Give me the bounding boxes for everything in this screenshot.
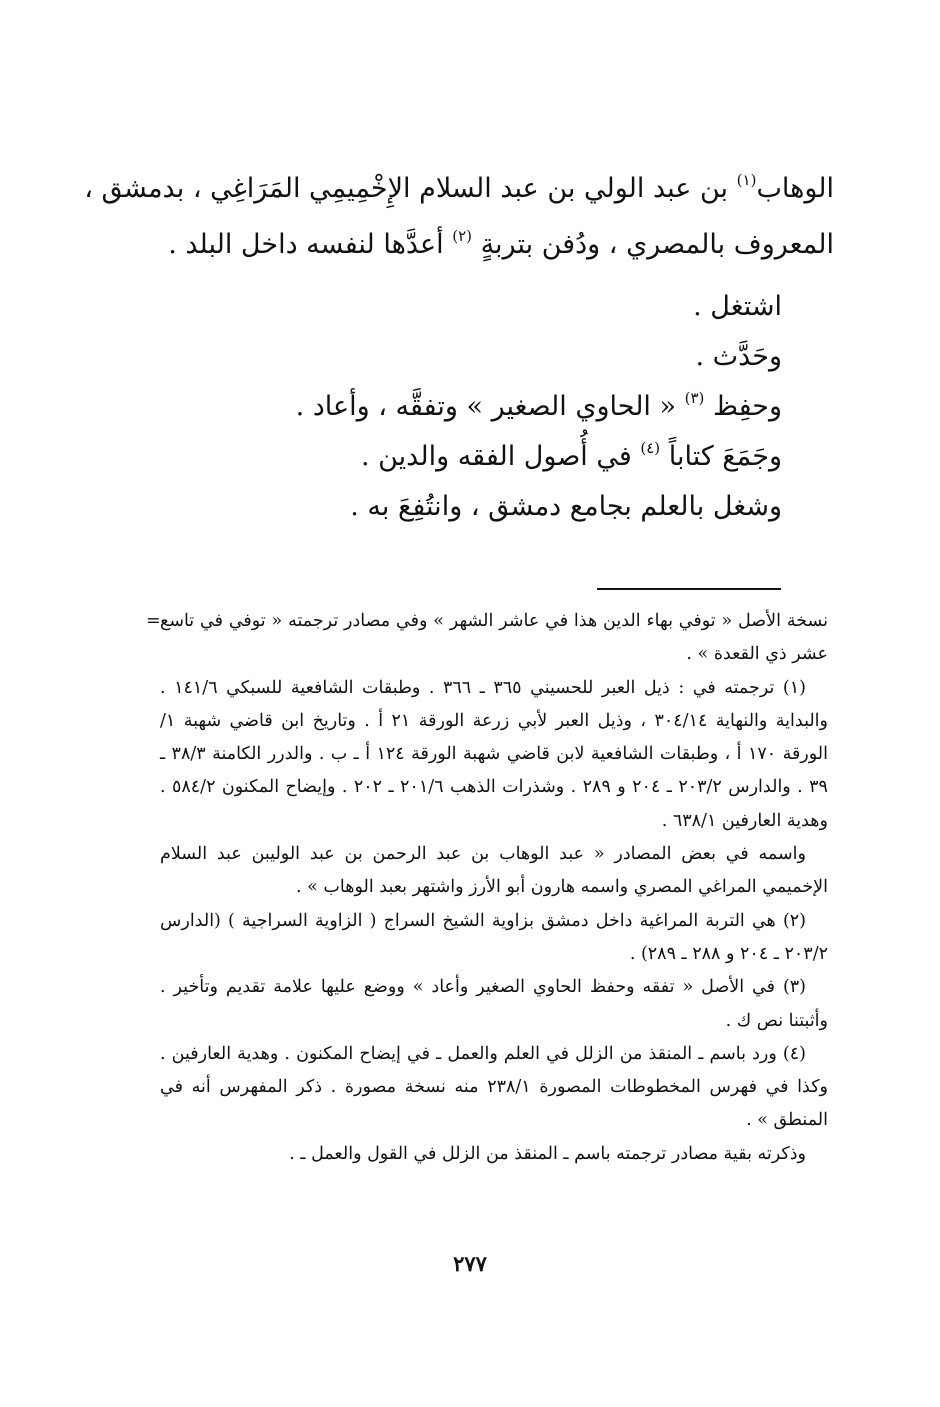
footnote-1-extra: واسمه في بعض المصادر « عبد الوهاب بن عبد الرحمن بن عبد الوليبن عبد السلام الإخميمي المراغي المصري واسمه هارون أبو الأرز واشتهر بعبد الوهاب » .	[160, 844, 828, 898]
footnote-3: (٣) في الأصل « تفقه وحفظ الحاوي الصغير وأعاد » ووضع عليها علامة تقديم وتأخير . وأثبتنا نص ك .	[160, 977, 828, 1031]
footnote-ref-3[interactable]: (٣)	[684, 389, 705, 407]
continuation-marker: =	[146, 611, 161, 631]
footnote-ref-2[interactable]: (٢)	[452, 227, 472, 245]
footnote-4-extra: وذكرته بقية مصادر ترجمته باسم ـ المنقذ من الزلل في القول والعمل ـ .	[289, 1143, 806, 1164]
footnote-ref-4[interactable]: (٤)	[640, 439, 661, 457]
main-text-segment: « الحاوي الصغير » وتفقَّه ، وأعاد .	[295, 391, 685, 422]
footnotes-section	[146, 605, 828, 1171]
main-text-line-2	[168, 228, 834, 262]
item-line-1: اشتغل .	[693, 291, 782, 322]
footnote-ref-1[interactable]: (١)	[736, 171, 757, 189]
footnote-separator	[597, 588, 781, 590]
item-line-4	[361, 440, 782, 474]
main-text-segment: المعروف بالمصري ، ودُفن بتربةٍ	[471, 229, 834, 260]
main-text-segment: وجَمَعَ كتاباً	[660, 441, 782, 472]
main-text-segment: بن عبد الولي بن عبد السلام الإِخْمِيمِي المَرَاغِي ، بدمشق ،	[84, 173, 737, 204]
footnote-1: (١) ترجمته في : ذيل العبر للحسيني ٣٦٥ ـ ٣٦٦ . وطبقات الشافعية للسبكي ١٤١/٦ . والبداية والنهاية ٣٠٤/١٤ ، وذيل العبر لأبي زرعة الورقة ٢١ أ . وتاريخ ابن قاضي شهبة ١/ الورقة ١٧٠ أ ، وطبقات الشافعية لابن قاضي شهبة الورقة ١٢٤ أ ـ ب . والدرر الكامنة ٣٨/٣ ـ ٣٩ . والدارس ٢٠٣/٢ ـ ٢٠٤ و ٢٨٩ . وشذرات الذهب ٢٠١/٦ ـ ٢٠٢ . وإيضاح المكنون ٥٨٤/٢ . وهدية العارفين ٦٣٨/١ .	[160, 677, 828, 831]
main-text-line-1	[84, 172, 834, 206]
main-text-segment: وحفِظ	[704, 391, 782, 422]
item-line-2: وحَدَّث .	[695, 341, 782, 372]
item-line-3	[296, 390, 782, 424]
item-line-5: وشغل بالعلم بجامع دمشق ، وانتُفِعَ به .	[350, 491, 782, 522]
main-text-segment: أعدَّها لنفسه داخل البلد .	[168, 229, 453, 260]
footnote-4: (٤) ورد باسم ـ المنقذ من الزلل في العلم والعمل ـ في إيضاح المكنون . وهدية العارفين . وكذا في فهرس المخطوطات المصورة ٢٣٨/١ منه نسخة مصورة . ذكر المفهرس أنه في المنطق » .	[160, 1043, 828, 1131]
page-number: ٢٧٧	[453, 1251, 487, 1276]
footnote-continuation-text: نسخة الأصل « توفي بهاء الدين هذا في عاشر الشهر » وفي مصادر ترجمته « توفي في تاسع عشر ذي القعدة » .	[160, 611, 828, 665]
main-text-segment: في أُصول الفقه والدين .	[360, 441, 641, 472]
main-text-segment: الوهاب	[756, 173, 834, 204]
footnote-continuation	[146, 605, 828, 672]
footnote-2: (٢) هي التربة المراغية داخل دمشق بزاوية الشيخ السراج ( الزاوية السراجية ) (الدارس ٢٠٣/٢ ـ ٢٠٤ و ٢٨٨ ـ ٢٨٩) .	[160, 910, 828, 964]
